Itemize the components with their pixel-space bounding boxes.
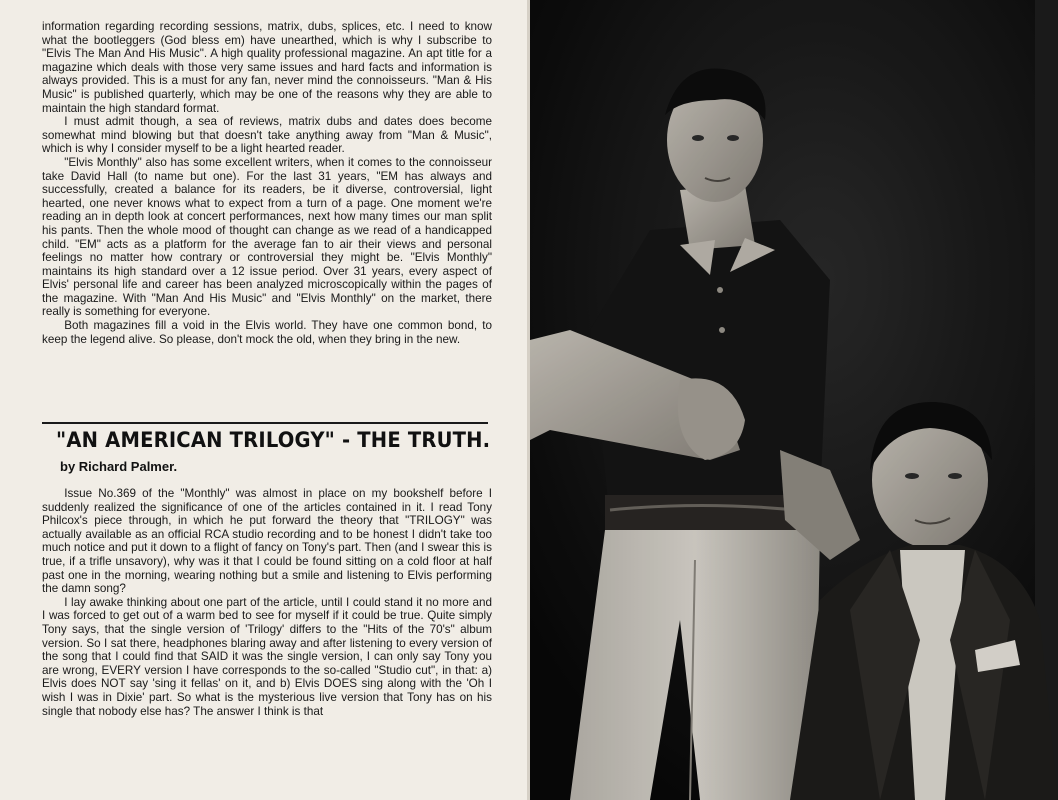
intro-paragraph: "Elvis Monthly" also has some excellent writers, when it comes to the connoisseur take David Hall (to name but one). For the last 31 years, "EM has always and successfully, created a balance for its readers, be it diverse, controversial, light hearted, one never knows what to expect from a turn of a page. One moment we're reading an in depth look at concert performances, next how many times our man split his pants. Then the whole mood of thought can change as we read of a handicapped child. "EM" acts as a platform for the average fan to air their views and personal feelings no matter how contrary or controversial they might be. "Elvis Monthly" maintains its high standard over a 12 issue period. Over 31 years, every aspect of Elvis' personal life and career has been analyzed microscopically within the pages of the magazine. With "Man And His Music" and "Elvis Monthly" on the market, there really is something for everyone.: [42, 155, 492, 319]
section-divider: [42, 422, 488, 424]
intro-column: [42, 20, 492, 346]
article-body: [42, 487, 492, 718]
intro-paragraph: I must admit though, a sea of reviews, matrix dubs and dates does become somewhat mind blowing but that doesn't take anything away from "Man & Music", which is why I consider myself to be a light hearted reader.: [42, 115, 492, 156]
intro-paragraph: information regarding recording sessions, matrix, dubs, splices, etc. I need to know what the bootleggers (God bless em) have unearthed, which is why I subscribe to "Elvis The Man And His Music". A high quality professional magazine. An apt title for a magazine which deals with those very same issues and hard facts and information is always provided. This is a must for any fan, never mind the connoisseurs. "Man & His Music" is published quarterly, which may be one of the reasons why they are able to maintain the high standard format.: [42, 20, 492, 115]
article-paragraph: Issue No.369 of the "Monthly" was almost in place on my bookshelf before I suddenly realized the significance of one of the articles contained in it. I read Tony Philcox's piece through, in which he put forward the theory that "TRILOGY" was actually available as an official RCA studio recording and to be honest I didn't take too much notice and put it down to a flight of fancy on Tony's part. Then (and I swear this is true, if a trifle unsavory), why was it that I could be found sitting on a cold floor at half past one in the morning, wearing nothing but a smile and listening to Elvis performing the damn song?: [42, 487, 492, 596]
article-paragraph: I lay awake thinking about one part of the article, until I could stand it no more and I was forced to get out of a warm bed to see for myself if it could be true. Quite simply Tony says, that the single version of 'Trilogy' differs to the "Hits of the 70's" album version. So I sat there, headphones blaring away and after listening to every version of the song that I could find that SAID it was the single version, I can only say Tony you are wrong, EVERY version I have corresponds to the so-called "Studio cut", in that: a) Elvis does NOT say 'sing it fellas' on it, and b) Elvis DOES sing along with the 'Oh I wish I was in Dixie' part. So what is the mysterious live version that Tony has on his single that nobody else has? The answer I think is that: [42, 595, 492, 718]
article-byline: by Richard Palmer.: [60, 459, 178, 474]
article-headline: "AN AMERICAN TRILOGY" - THE TRUTH.: [56, 428, 491, 452]
right-page-photo: [530, 0, 1058, 800]
intro-paragraph: Both magazines fill a void in the Elvis world. They have one common bond, to keep the legend alive. So please, don't mock the old, when they bring in the new.: [42, 319, 492, 346]
left-page: [0, 0, 527, 800]
photograph-two-men: [530, 0, 1058, 800]
